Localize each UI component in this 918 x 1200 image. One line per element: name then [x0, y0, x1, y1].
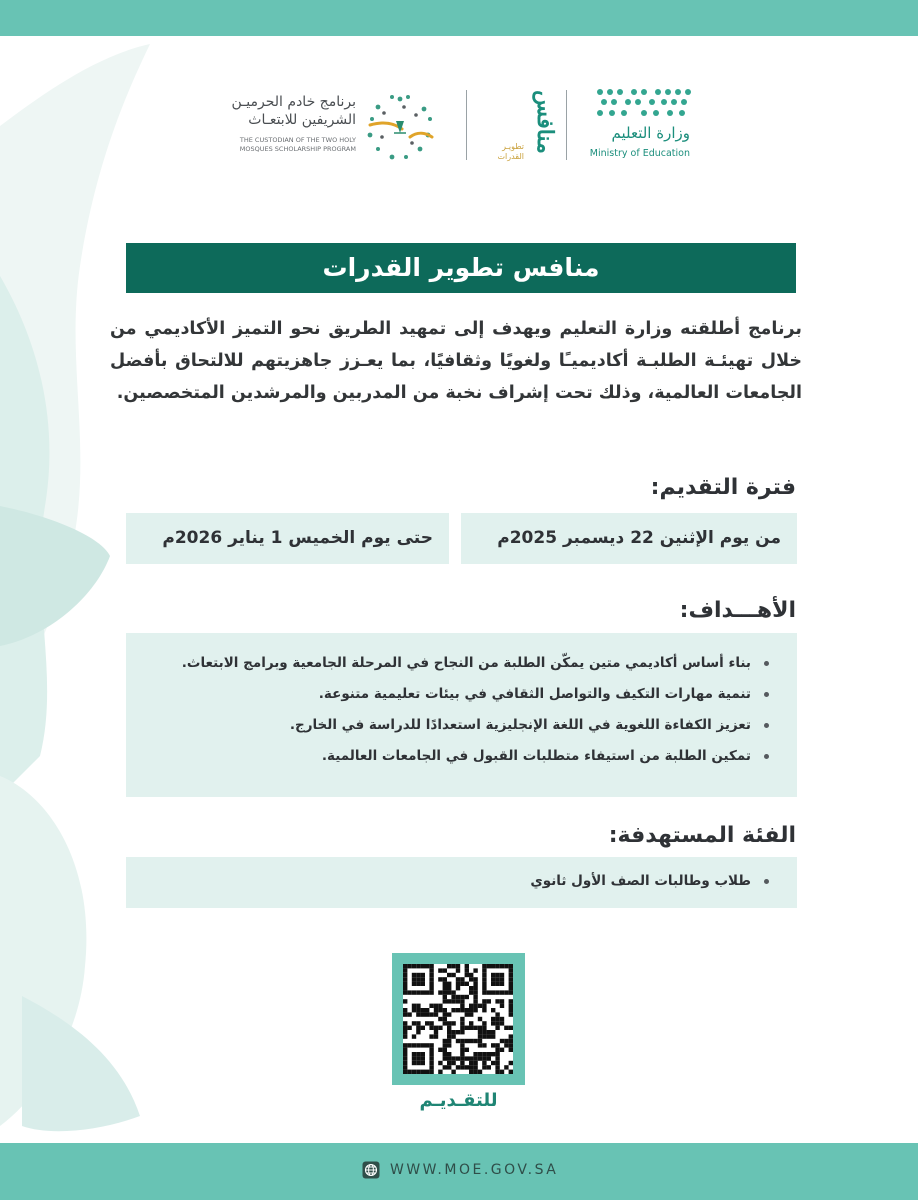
top-accent-bar — [0, 0, 918, 36]
munafis-subtitle: تطويـر القدرات — [497, 142, 524, 161]
goals-panel — [126, 633, 797, 797]
scholarship-name-english-line1: THE CUSTODIAN OF THE TWO HOLY — [239, 136, 356, 144]
list-item: تنمية مهارات التكيف والتواصل الثقافي في بيئات تعليمية متنوعة. — [142, 686, 773, 703]
scholarship-name-arabic-line1: برنامج خادم الحرميـن — [231, 94, 356, 110]
list-item: تمكين الطلبة من استيفاء متطلبات القبول في الجامعات العالمية. — [142, 748, 773, 765]
application-end-date: حتى يوم الخميس 1 يناير 2026م — [126, 513, 449, 564]
scholarship-star-icon — [362, 92, 438, 162]
application-period-heading: فترة التقديم: — [650, 475, 796, 500]
moe-name-arabic: وزارة التعليم — [611, 124, 690, 142]
qr-pattern — [403, 964, 513, 1074]
goals-list — [142, 655, 773, 765]
list-item: بناء أساس أكاديمي متين يمكّن الطلبة من النجاح في المرحلة الجامعية وبرامج الابتعاث. — [142, 655, 773, 672]
moe-dots-icon — [594, 86, 694, 120]
moe-name-english: Ministry of Education — [589, 148, 690, 159]
svg-text:منافس: منافس — [532, 90, 558, 154]
list-item: تعزيز الكفاءة اللغوية في اللغة الإنجليزية استعدادًا للدراسة في الخارج. — [142, 717, 773, 734]
list-item: طلاب وطالبات الصف الأول ثانوي — [142, 873, 773, 890]
globe-icon — [362, 1161, 380, 1179]
application-qr-code[interactable] — [403, 964, 513, 1074]
website-link[interactable]: WWW.MOE.GOV.SA — [390, 1162, 559, 1178]
scholarship-name-english-line2: MOSQUES SCHOLARSHIP PROGRAM — [239, 145, 356, 153]
logo-divider — [566, 90, 567, 160]
application-start-date: من يوم الإثنين 22 ديسمبر 2025م — [461, 513, 797, 564]
partner-logos — [222, 82, 702, 168]
ministry-of-education-logo — [588, 82, 702, 168]
decorative-calligraphy — [0, 36, 150, 1143]
target-audience-list — [142, 873, 773, 890]
apply-label: للتقـديـم — [419, 1090, 498, 1111]
logo-divider — [466, 90, 467, 160]
target-audience-panel — [126, 857, 797, 908]
scholarship-program-logo — [222, 82, 448, 168]
goals-heading: الأهـــداف: — [679, 598, 796, 623]
scholarship-name-arabic-line2: الشريفين للابتعـاث — [248, 112, 356, 128]
target-audience-heading: الفئة المستهدفة: — [608, 823, 796, 848]
program-title: منافس تطوير القدرات — [126, 243, 796, 293]
munafis-logo — [484, 82, 558, 168]
program-description: برنامج أطلقته وزارة التعليم ويهدف إلى تمهيد الطريق نحو التميز الأكاديمي من خلال تهيئـة الطلبـة أكاديميـًا ولغويًا وثقافيًا، بما يعـزز جاهزيتهم للالتحاق بأفضل الجامعات العالمية، وذلك تحت إشراف نخبة من المدربين والمرشدين المتخصصين. — [110, 319, 802, 403]
